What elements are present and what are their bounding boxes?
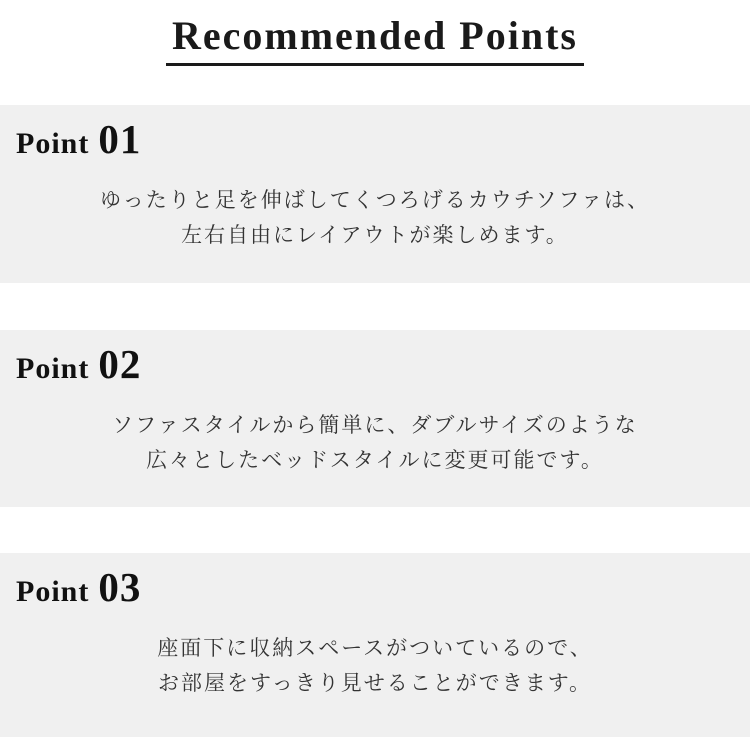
point-02-heading [16, 342, 750, 396]
point-block-01 [0, 105, 750, 283]
point-02-description-line-1: ソファスタイルから簡単に、ダブルサイズのような [112, 414, 638, 437]
point-03-description [0, 631, 750, 701]
point-01-number: 01 [98, 116, 142, 162]
point-03-description-line-2: お部屋をすっきり見せることができます。 [157, 672, 593, 695]
point-01-heading [16, 117, 750, 171]
point-03-heading [16, 565, 750, 619]
point-01-description [0, 183, 750, 253]
point-01-label: Point [16, 127, 90, 160]
point-block-03 [0, 553, 750, 737]
point-03-number: 03 [98, 564, 142, 610]
point-03-description-line-1: 座面下に収納スペースがついているので、 [157, 637, 593, 660]
point-02-description-line-2: 広々としたベッドスタイルに変更可能です。 [146, 449, 604, 472]
section-title: Recommended Points [166, 14, 584, 66]
point-block-02 [0, 330, 750, 507]
point-02-number: 02 [98, 341, 142, 387]
point-02-description [0, 408, 750, 478]
point-02-label: Point [16, 352, 90, 385]
point-01-description-line-2: 左右自由にレイアウトが楽しめます。 [181, 224, 569, 247]
point-01-description-line-1: ゆったりと足を伸ばしてくつろげるカウチソファは、 [99, 189, 651, 212]
section-header [0, 0, 750, 105]
point-03-label: Point [16, 575, 90, 608]
